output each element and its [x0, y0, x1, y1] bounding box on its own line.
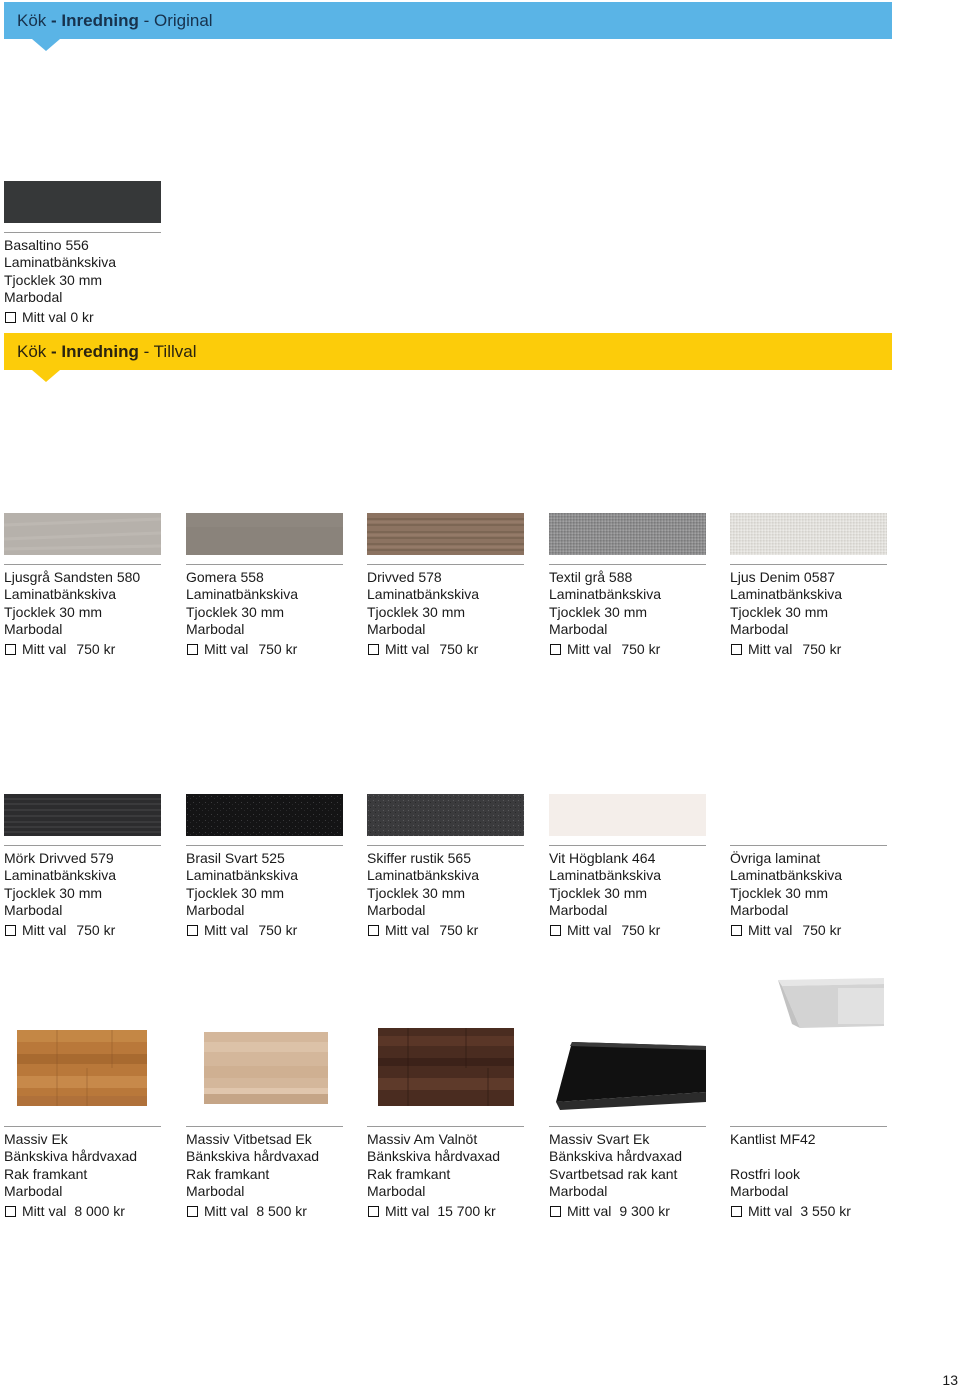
product-spec: Tjocklek 30 mm [186, 603, 285, 620]
product-text [367, 850, 479, 939]
choice-label: Mitt val [385, 1202, 430, 1219]
divider [367, 564, 524, 565]
product-brand: Marbodal [730, 1183, 789, 1200]
product-text [4, 237, 116, 326]
product-spec: Tjocklek 30 mm [4, 884, 103, 901]
choice-row [730, 922, 842, 939]
product-name: Gomera 558 [186, 569, 264, 585]
divider [4, 232, 161, 233]
price: 750 kr [802, 640, 842, 657]
divider [730, 1126, 887, 1127]
product-skiffer-rustik [367, 794, 527, 938]
choice-label: Mitt val [22, 308, 67, 325]
product-name: Massiv Am Valnöt [367, 1131, 478, 1147]
banner-sep: - [46, 11, 62, 30]
swatch-kantlist [778, 978, 886, 1030]
checkbox[interactable] [550, 1206, 561, 1217]
product-spec: Rak framkant [186, 1165, 270, 1182]
product-type: Laminatbänkskiva [730, 867, 843, 884]
checkbox[interactable] [187, 925, 198, 936]
product-brand: Marbodal [4, 902, 63, 919]
product-spec: Tjocklek 30 mm [367, 603, 466, 620]
product-text [4, 1131, 137, 1220]
banner-room: Kök [17, 11, 47, 30]
choice-row [4, 641, 140, 658]
divider [4, 1126, 161, 1127]
price: 8 500 kr [256, 1202, 307, 1219]
product-brand: Marbodal [730, 902, 789, 919]
price: 15 700 kr [437, 1202, 496, 1219]
product-mork-drivved [4, 794, 164, 938]
checkbox[interactable] [187, 1206, 198, 1217]
product-spec: Tjocklek 30 mm [549, 603, 648, 620]
choice-row [367, 922, 479, 939]
swatch-ljusgra-sandsten [4, 513, 161, 555]
checkbox[interactable] [5, 925, 16, 936]
price: 750 kr [621, 640, 661, 657]
choice-label: Mitt val [748, 921, 793, 938]
product-brand: Marbodal [4, 621, 63, 638]
divider [367, 845, 524, 846]
product-spec: Svartbetsad rak kant [549, 1165, 678, 1182]
price: 0 kr [70, 308, 94, 325]
product-type: Laminatbänkskiva [4, 254, 117, 271]
choice-label: Mitt val [385, 640, 430, 657]
swatch-massiv-svart-ek [556, 1042, 706, 1110]
product-type: Laminatbänkskiva [367, 867, 480, 884]
price: 3 550 kr [800, 1202, 851, 1219]
price: 750 kr [76, 921, 116, 938]
choice-label: Mitt val [385, 921, 430, 938]
choice-row [730, 641, 842, 658]
choice-row [186, 1203, 319, 1220]
divider [4, 845, 161, 846]
banner-option: Tillval [153, 342, 197, 361]
choice-row [4, 309, 116, 326]
choice-row [186, 922, 298, 939]
checkbox[interactable] [5, 644, 16, 655]
price: 750 kr [439, 921, 479, 938]
product-brand: Marbodal [367, 621, 426, 638]
checkbox[interactable] [731, 644, 742, 655]
choice-label: Mitt val [204, 1202, 249, 1219]
choice-row [367, 1203, 500, 1220]
banner-sep: - [138, 342, 154, 361]
checkbox[interactable] [5, 1206, 16, 1217]
product-type [730, 1148, 851, 1165]
product-name: Vit Högblank 464 [549, 850, 656, 866]
swatch-mork-drivved [4, 794, 161, 836]
choice-label: Mitt val [204, 640, 249, 657]
checkbox[interactable] [731, 1206, 742, 1217]
choice-row [4, 1203, 137, 1220]
banner-option: Original [153, 11, 213, 30]
product-text [367, 1131, 500, 1220]
product-text [186, 850, 298, 939]
product-name: Textil grå 588 [549, 569, 633, 585]
price: 750 kr [258, 921, 298, 938]
banner-pointer [32, 370, 60, 382]
product-basaltino [4, 181, 164, 325]
product-text [730, 1131, 851, 1220]
divider [730, 845, 887, 846]
price: 750 kr [621, 921, 661, 938]
product-brand: Marbodal [4, 289, 63, 306]
checkbox[interactable] [5, 312, 16, 323]
swatch-textil-gra [549, 513, 706, 555]
product-vit-hogblank [549, 794, 709, 938]
product-name: Ljusgrå Sandsten 580 [4, 569, 141, 585]
product-name: Mörk Drivved 579 [4, 850, 114, 866]
product-spec: Rak framkant [4, 1165, 88, 1182]
choice-row [367, 641, 479, 658]
product-spec: Tjocklek 30 mm [4, 271, 103, 288]
product-brand: Marbodal [186, 1183, 245, 1200]
product-type: Laminatbänkskiva [186, 586, 299, 603]
choice-row [4, 922, 116, 939]
swatch-massiv-vitbetsad-ek [204, 1032, 328, 1104]
product-type: Bänkskiva hårdvaxad [4, 1148, 138, 1165]
price: 750 kr [802, 921, 842, 938]
product-type: Bänkskiva hårdvaxad [367, 1148, 501, 1165]
checkbox[interactable] [368, 925, 379, 936]
product-type: Laminatbänkskiva [549, 586, 662, 603]
choice-label: Mitt val [204, 921, 249, 938]
choice-row [186, 641, 298, 658]
swatch-skiffer-rustik [367, 794, 524, 836]
choice-label: Mitt val [567, 640, 612, 657]
divider [4, 564, 161, 565]
product-brand: Marbodal [367, 902, 426, 919]
product-name: Basaltino 556 [4, 237, 89, 253]
product-name: Övriga laminat [730, 850, 821, 866]
product-text [549, 1131, 682, 1220]
price: 9 300 kr [619, 1202, 670, 1219]
product-name: Skiffer rustik 565 [367, 850, 472, 866]
product-spec: Rak framkant [367, 1165, 451, 1182]
banner-sep: - [46, 342, 62, 361]
choice-row [549, 1203, 682, 1220]
banner-pointer [32, 39, 60, 51]
section-banner-tillval [4, 333, 892, 370]
choice-label: Mitt val [748, 640, 793, 657]
swatch-basaltino [4, 181, 161, 223]
product-name: Massiv Ek [4, 1131, 68, 1147]
product-brand: Marbodal [549, 902, 608, 919]
product-type: Bänkskiva hårdvaxad [186, 1148, 320, 1165]
choice-label: Mitt val [22, 1202, 67, 1219]
product-name: Kantlist MF42 [730, 1131, 816, 1147]
product-type: Laminatbänkskiva [4, 586, 117, 603]
checkbox[interactable] [368, 644, 379, 655]
product-name: Drivved 578 [367, 569, 442, 585]
price: 8 000 kr [74, 1202, 125, 1219]
product-ljusgra-sandsten [4, 513, 164, 657]
checkbox[interactable] [550, 644, 561, 655]
product-brand: Marbodal [549, 1183, 608, 1200]
product-type: Laminatbänkskiva [367, 586, 480, 603]
product-text [4, 569, 140, 658]
checkbox[interactable] [368, 1206, 379, 1217]
product-type: Laminatbänkskiva [730, 586, 843, 603]
product-text [186, 569, 298, 658]
product-drivved [367, 513, 527, 657]
page-number: 13 [942, 1372, 958, 1388]
choice-label: Mitt val [567, 1202, 612, 1219]
checkbox[interactable] [187, 644, 198, 655]
price: 750 kr [439, 640, 479, 657]
product-textil-gra [549, 513, 709, 657]
divider [549, 845, 706, 846]
choice-label: Mitt val [567, 921, 612, 938]
product-ljus-denim [730, 513, 890, 657]
section-banner-original [4, 2, 892, 39]
product-text [549, 569, 661, 658]
divider [549, 1126, 706, 1127]
product-brand: Marbodal [367, 1183, 426, 1200]
product-text [549, 850, 661, 939]
swatch-massiv-am-valnot [378, 1028, 514, 1106]
product-brand: Marbodal [186, 902, 245, 919]
swatch-gomera [186, 513, 343, 555]
divider [367, 1126, 524, 1127]
banner-room: Kök [17, 342, 47, 361]
product-text [367, 569, 479, 658]
product-brand: Marbodal [4, 1183, 63, 1200]
price: 750 kr [76, 640, 116, 657]
product-brasil-svart [186, 794, 346, 938]
product-spec: Tjocklek 30 mm [367, 884, 466, 901]
product-spec: Rostfri look [730, 1165, 801, 1182]
checkbox[interactable] [550, 925, 561, 936]
product-name: Ljus Denim 0587 [730, 569, 836, 585]
divider [549, 564, 706, 565]
product-spec: Tjocklek 30 mm [730, 884, 829, 901]
price: 750 kr [258, 640, 298, 657]
banner-sep: - [138, 11, 154, 30]
product-brand: Marbodal [549, 621, 608, 638]
product-text [4, 850, 116, 939]
product-gomera [186, 513, 346, 657]
product-brand: Marbodal [730, 621, 789, 638]
swatch-ljus-denim [730, 513, 887, 555]
product-spec: Tjocklek 30 mm [549, 884, 648, 901]
product-spec: Tjocklek 30 mm [186, 884, 285, 901]
product-spec: Tjocklek 30 mm [4, 603, 103, 620]
choice-label: Mitt val [748, 1202, 793, 1219]
product-name: Massiv Svart Ek [549, 1131, 650, 1147]
product-brand: Marbodal [186, 621, 245, 638]
divider [186, 845, 343, 846]
product-type: Laminatbänkskiva [186, 867, 299, 884]
product-text [730, 850, 842, 939]
product-spec: Tjocklek 30 mm [730, 603, 829, 620]
banner-category: Inredning [61, 11, 139, 30]
product-type: Laminatbänkskiva [549, 867, 662, 884]
divider [186, 564, 343, 565]
product-type: Bänkskiva hårdvaxad [549, 1148, 683, 1165]
banner-category: Inredning [61, 342, 139, 361]
product-text [730, 569, 842, 658]
divider [186, 1126, 343, 1127]
swatch-vit-hogblank [549, 794, 706, 836]
swatch-massiv-ek [17, 1030, 147, 1106]
product-type: Laminatbänkskiva [4, 867, 117, 884]
choice-label: Mitt val [22, 921, 67, 938]
checkbox[interactable] [731, 925, 742, 936]
choice-row [549, 922, 661, 939]
product-name: Massiv Vitbetsad Ek [186, 1131, 312, 1147]
product-name: Brasil Svart 525 [186, 850, 285, 866]
choice-row [730, 1203, 851, 1220]
swatch-drivved [367, 513, 524, 555]
product-text [186, 1131, 319, 1220]
swatch-brasil-svart [186, 794, 343, 836]
choice-label: Mitt val [22, 640, 67, 657]
divider [730, 564, 887, 565]
choice-row [549, 641, 661, 658]
